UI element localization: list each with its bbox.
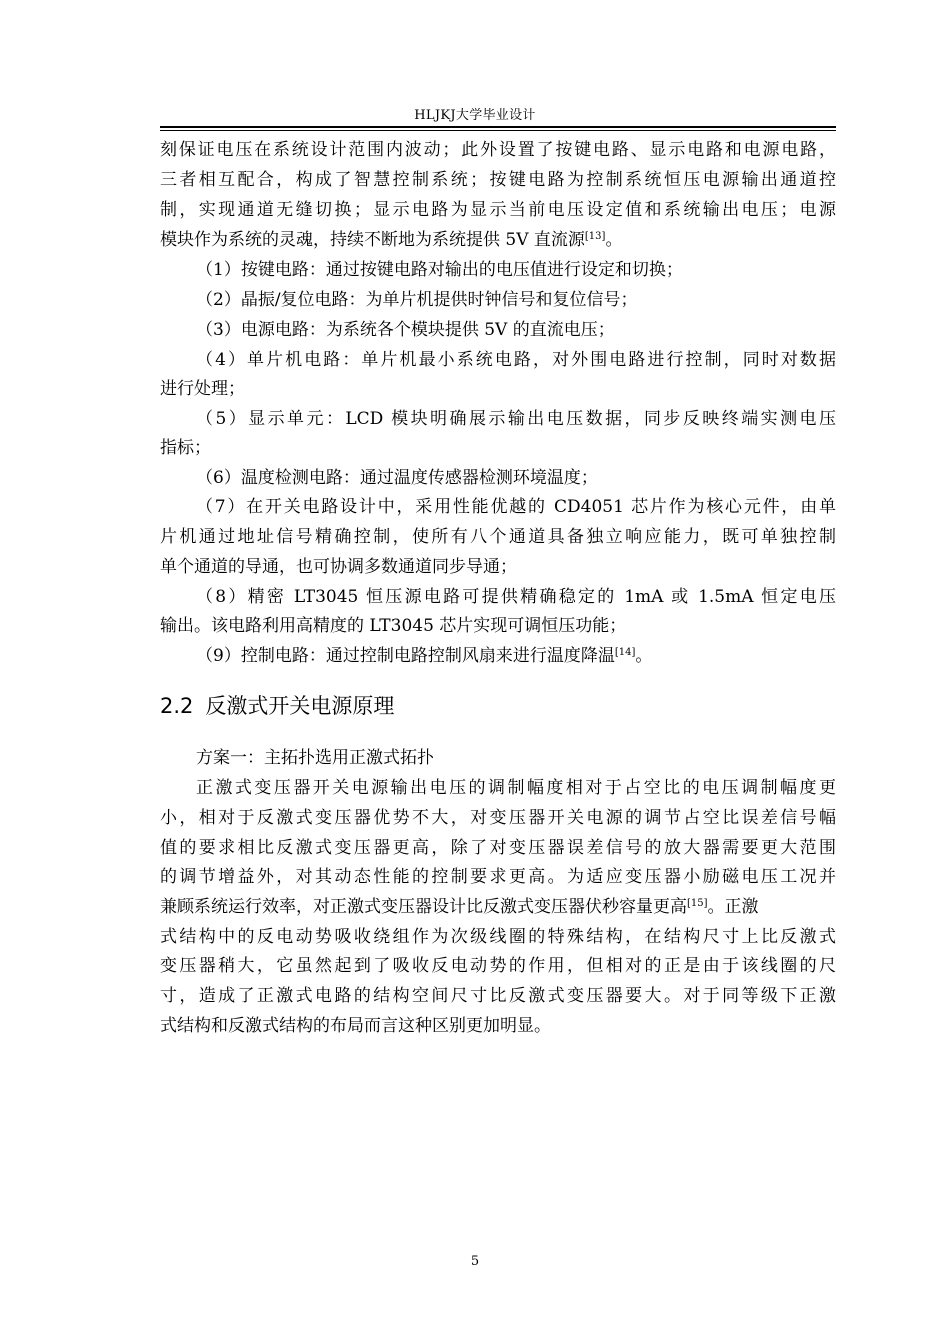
section-paragraph-line-2: 小，相对于反激式变压器优势不大，对变压器开关电源的调节占空比误差信号幅 <box>160 808 836 828</box>
intro-line-4 <box>160 229 836 251</box>
section-paragraph-line-8: 寸，造成了正激式电路的结构空间尺寸比反激式变压器要大。对于同等级下正激 <box>160 986 836 1006</box>
citation-15: [15] <box>687 898 708 909</box>
list-item-6: （6）温度检测电路：通过温度传感器检测环境温度； <box>196 468 598 488</box>
section-paragraph-line-9: 式结构和反激式结构的布局而言这种区别更加明显。 <box>160 1016 551 1036</box>
intro-line-4-text: 模块作为系统的灵魂，持续不断地为系统提供 5V 直流源 <box>160 230 585 250</box>
list-item-4-line-1: （4）单片机电路：单片机最小系统电路，对外围电路进行控制，同时对数据 <box>196 350 836 370</box>
page-number: 5 <box>470 1254 480 1269</box>
section-paragraph-line-5-text: 兼顾系统运行效率，对正激式变压器设计比反激式变压器伏秒容量更高 <box>160 897 687 917</box>
section-heading <box>160 692 394 720</box>
section-paragraph-line-4: 的调节增益外，对其动态性能的控制要求更高。为适应变压器小励磁电压工况并 <box>160 867 836 887</box>
list-item-5-line-1: （5）显示单元：LCD 模块明确展示输出电压数据，同步反映终端实测电压 <box>196 409 836 429</box>
citation-14: [14] <box>614 647 636 658</box>
list-item-2: （2）晶振/复位电路：为单片机提供时钟信号和复位信号； <box>196 290 638 310</box>
section-paragraph-line-5-end: 。正激 <box>707 897 759 917</box>
section-title: 反激式开关电源原理 <box>205 694 395 718</box>
section-paragraph-line-1: 正激式变压器开关电源输出电压的调制幅度相对于占空比的电压调制幅度更 <box>196 778 836 798</box>
list-item-9-end: 。 <box>635 646 653 666</box>
section-paragraph-line-6: 式结构中的反电动势吸收绕组作为次级线圈的特殊结构，在结构尺寸上比反激式 <box>160 927 836 947</box>
intro-line-1: 刻保证电压在系统设计范围内波动；此外设置了按键电路、显示电路和电源电路， <box>160 140 836 160</box>
list-item-3: （3）电源电路：为系统各个模块提供 5V 的直流电压； <box>196 320 615 340</box>
intro-line-3: 制，实现通道无缝切换；显示电路为显示当前电压设定值和系统输出电压；电源 <box>160 200 836 220</box>
page-header-title: HLJKJ大学毕业设计 <box>414 108 536 123</box>
list-item-8-line-2: 输出。该电路利用高精度的 LT3045 芯片实现可调恒压功能； <box>160 616 627 636</box>
section-paragraph-line-5 <box>160 896 836 918</box>
list-item-9-text: （9）控制电路：通过控制电路控制风扇来进行温度降温 <box>196 646 615 666</box>
intro-line-2: 三者相互配合，构成了智慧控制系统；按键电路为控制系统恒压电源输出通道控 <box>160 170 836 190</box>
section-number: 2.2 <box>160 694 194 718</box>
list-item-4-line-2: 进行处理； <box>160 379 245 399</box>
list-item-5-line-2: 指标； <box>160 438 211 458</box>
list-item-9 <box>196 645 836 667</box>
list-item-7-line-1: （7）在开关电路设计中，采用性能优越的 CD4051 芯片作为核心元件，由单 <box>196 497 836 517</box>
list-item-7-line-2: 片机通过地址信号精确控制，使所有八个通道具备独立响应能力，既可单独控制 <box>160 527 836 547</box>
header-rule-thick <box>160 126 836 128</box>
intro-line-4-end: 。 <box>605 230 623 250</box>
list-item-7-line-3: 单个通道的导通，也可协调多数通道同步导通； <box>160 557 517 577</box>
citation-13: [13] <box>584 231 606 242</box>
section-paragraph-line-7: 变压器稍大，它虽然起到了吸收反电动势的作用，但相对的正是由于该线圈的尺 <box>160 956 836 976</box>
list-item-8-line-1: （8）精密 LT3045 恒压源电路可提供精确稳定的 1mA 或 1.5mA 恒定电压 <box>196 587 836 607</box>
section-paragraph-line-3: 值的要求相比反激式变压器更高，除了对变压器误差信号的放大器需要更大范围 <box>160 838 836 858</box>
scheme-label: 方案一：主拓扑选用正激式拓扑 <box>196 748 434 768</box>
header-rule-thin <box>160 130 836 131</box>
list-item-1: （1）按键电路：通过按键电路对输出的电压值进行设定和切换； <box>196 260 683 280</box>
